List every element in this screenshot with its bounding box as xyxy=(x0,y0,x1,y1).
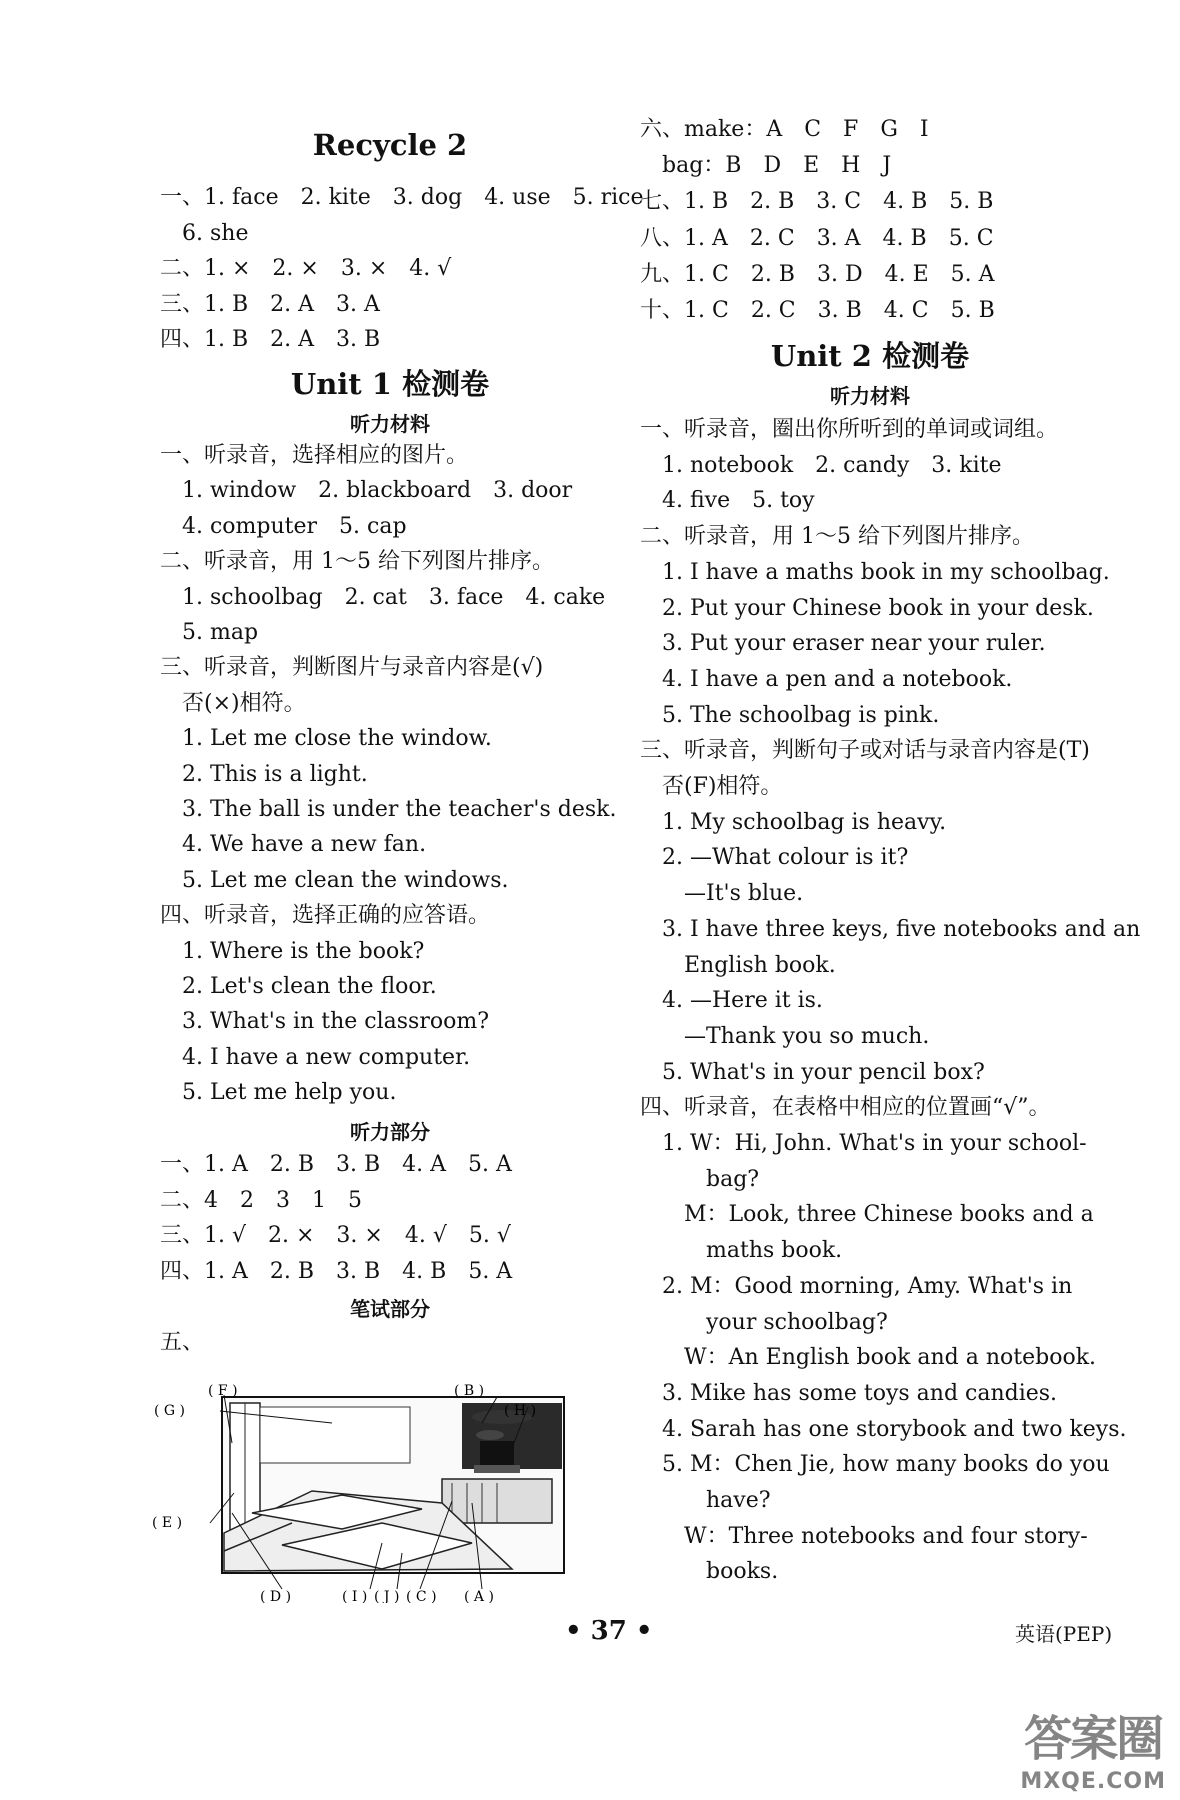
question-five-label: 五、 xyxy=(160,1330,205,1355)
material-line: books. xyxy=(640,1559,779,1585)
material-line: M：Look, three Chinese books and a xyxy=(640,1202,1094,1228)
answer-line: 七、1. B 2. B 3. C 4. B 5. B xyxy=(640,189,994,215)
material-line: 1. My schoolbag is heavy. xyxy=(640,809,947,835)
series-label: 英语(PEP) xyxy=(1015,1622,1113,1646)
material-line: 5. map xyxy=(160,620,259,645)
material-line: 5. Let me clean the windows. xyxy=(160,867,509,893)
material-line: 3. What's in the classroom? xyxy=(160,1009,489,1035)
material-line: your schoolbag? xyxy=(640,1309,888,1335)
figure-label-j: ( J ) xyxy=(374,1589,400,1603)
material-line: 5. M：Chen Jie, how many books do you xyxy=(640,1452,1110,1478)
answer-line: 二、4 2 3 1 5 xyxy=(160,1187,362,1213)
wall-board xyxy=(260,1407,410,1463)
answer-line: 四、1. B 2. A 3. B xyxy=(160,327,381,352)
material-line: 四、听录音，在表格中相应的位置画“√”。 xyxy=(640,1095,1051,1121)
material-line: English book. xyxy=(640,952,836,978)
material-line: W：Three notebooks and four story- xyxy=(640,1523,1088,1549)
material-line: bag? xyxy=(640,1166,760,1192)
material-line: 4. Sarah has one storybook and two keys. xyxy=(640,1416,1127,1442)
material-line: 3. The ball is under the teacher's desk. xyxy=(160,797,617,822)
material-line: 1. W：Hi, John. What's in your school- xyxy=(640,1131,1087,1156)
answer-line: 6. she xyxy=(160,220,249,246)
material-line: 5. Let me help you. xyxy=(160,1080,397,1106)
answer-line: 一、1. face 2. kite 3. dog 4. use 5. rice xyxy=(160,185,644,210)
material-line: 否(F)相符。 xyxy=(640,774,783,799)
watermark-logo xyxy=(1020,1700,1166,1794)
material-line: 2. M：Good morning, Amy. What's in xyxy=(640,1273,1073,1299)
computer xyxy=(480,1441,514,1467)
figure-label-c: ( C ) xyxy=(406,1589,437,1603)
answer-line: 二、1. × 2. × 3. × 4. √ xyxy=(160,256,452,281)
figure-label-g: ( G ) xyxy=(154,1403,186,1419)
material-line: 4. We have a new fan. xyxy=(160,832,427,858)
material-line: 1. Where is the book? xyxy=(160,938,425,964)
answer-line: 一、1. A 2. B 3. B 4. A 5. A xyxy=(160,1152,512,1177)
written-part-heading: 笔试部分 xyxy=(350,1297,430,1321)
material-line: —It's blue. xyxy=(640,881,804,907)
material-line: maths book. xyxy=(640,1238,843,1264)
answer-line: 八、1. A 2. C 3. A 4. B 5. C xyxy=(640,225,994,251)
material-line: 4. —Here it is. xyxy=(640,988,823,1014)
material-line: 二、听录音，用 1～5 给下列图片排序。 xyxy=(640,524,1034,550)
material-line: 1. schoolbag 2. cat 3. face 4. cake xyxy=(160,584,606,610)
material-line: 一、听录音，选择相应的图片。 xyxy=(160,443,469,468)
unit-2-title: Unit 2 检测卷 xyxy=(770,339,970,373)
material-line: 四、听录音，选择正确的应答语。 xyxy=(160,903,491,929)
figure-label-h: ( H ) xyxy=(504,1403,537,1419)
material-line: 2. Put your Chinese book in your desk. xyxy=(640,595,1094,621)
answer-line: 六、make：A C F G I xyxy=(640,117,929,142)
material-line: 5. The schoolbag is pink. xyxy=(640,702,940,728)
material-line: 3. Mike has some toys and candies. xyxy=(640,1380,1058,1406)
material-line: 否(×)相符。 xyxy=(160,690,306,716)
material-line: 一、听录音，圈出你所听到的单词或词组。 xyxy=(640,417,1059,442)
material-line: 1. I have a maths book in my schoolbag. xyxy=(640,559,1110,585)
material-line: —Thank you so much. xyxy=(640,1023,930,1049)
material-line: 三、听录音，判断句子或对话与录音内容是(T) xyxy=(640,738,1090,764)
material-line: 2. Let's clean the floor. xyxy=(160,974,437,999)
material-line: 1. Let me close the window. xyxy=(160,726,492,752)
unit-2-listening-material-heading: 听力材料 xyxy=(830,384,910,408)
watermark-line2: MXQE.COM xyxy=(1020,1769,1166,1794)
material-line: 1. window 2. blackboard 3. door xyxy=(160,478,573,504)
material-line: 5. What's in your pencil box? xyxy=(640,1059,985,1085)
listening-part-heading: 听力部分 xyxy=(350,1120,430,1144)
recycle-2-title: Recycle 2 xyxy=(312,128,468,162)
material-line: 三、听录音，判断图片与录音内容是(√) xyxy=(160,655,544,681)
material-line: 4. computer 5. cap xyxy=(160,513,407,539)
answer-line: bag：B D E H J xyxy=(640,153,892,179)
material-line: 2. This is a light. xyxy=(160,761,368,787)
material-line: 二、听录音，用 1～5 给下列图片排序。 xyxy=(160,549,554,575)
figure-label-d: ( D ) xyxy=(260,1589,292,1603)
figure-label-e: ( E ) xyxy=(152,1515,183,1531)
answer-line: 三、1. √ 2. × 3. × 4. √ 5. √ xyxy=(160,1223,511,1248)
unit-1-listening-material-heading: 听力材料 xyxy=(350,412,430,436)
material-line: 4. I have a pen and a notebook. xyxy=(640,666,1013,692)
material-line: 1. notebook 2. candy 3. kite xyxy=(640,452,1002,478)
material-line: have? xyxy=(640,1488,771,1513)
classroom-figure xyxy=(152,1383,572,1603)
answer-line: 三、1. B 2. A 3. A xyxy=(160,291,380,317)
page-number: • 37 • xyxy=(565,1616,653,1646)
unit-1-title: Unit 1 检测卷 xyxy=(290,367,490,401)
figure-label-a: ( A ) xyxy=(464,1589,494,1603)
watermark-line1: 答案圈 xyxy=(1024,1711,1163,1767)
figure-label-f: ( F ) xyxy=(208,1383,238,1399)
material-line: 4. I have a new computer. xyxy=(160,1044,471,1070)
answer-line: 四、1. A 2. B 3. B 4. B 5. A xyxy=(160,1258,513,1284)
material-line: 3. I have three keys, five notebooks and an xyxy=(640,916,1141,942)
figure-label-i: ( I ) xyxy=(342,1589,368,1603)
material-line: 3. Put your eraser near your ruler. xyxy=(640,631,1046,657)
answer-line: 十、1. C 2. C 3. B 4. C 5. B xyxy=(640,298,995,323)
material-line: 2. —What colour is it? xyxy=(640,845,909,871)
material-line: W：An English book and a notebook. xyxy=(640,1345,1097,1371)
figure-label-b: ( B ) xyxy=(454,1383,485,1399)
answer-line: 九、1. C 2. B 3. D 4. E 5. A xyxy=(640,261,995,287)
material-line: 4. five 5. toy xyxy=(640,488,815,514)
